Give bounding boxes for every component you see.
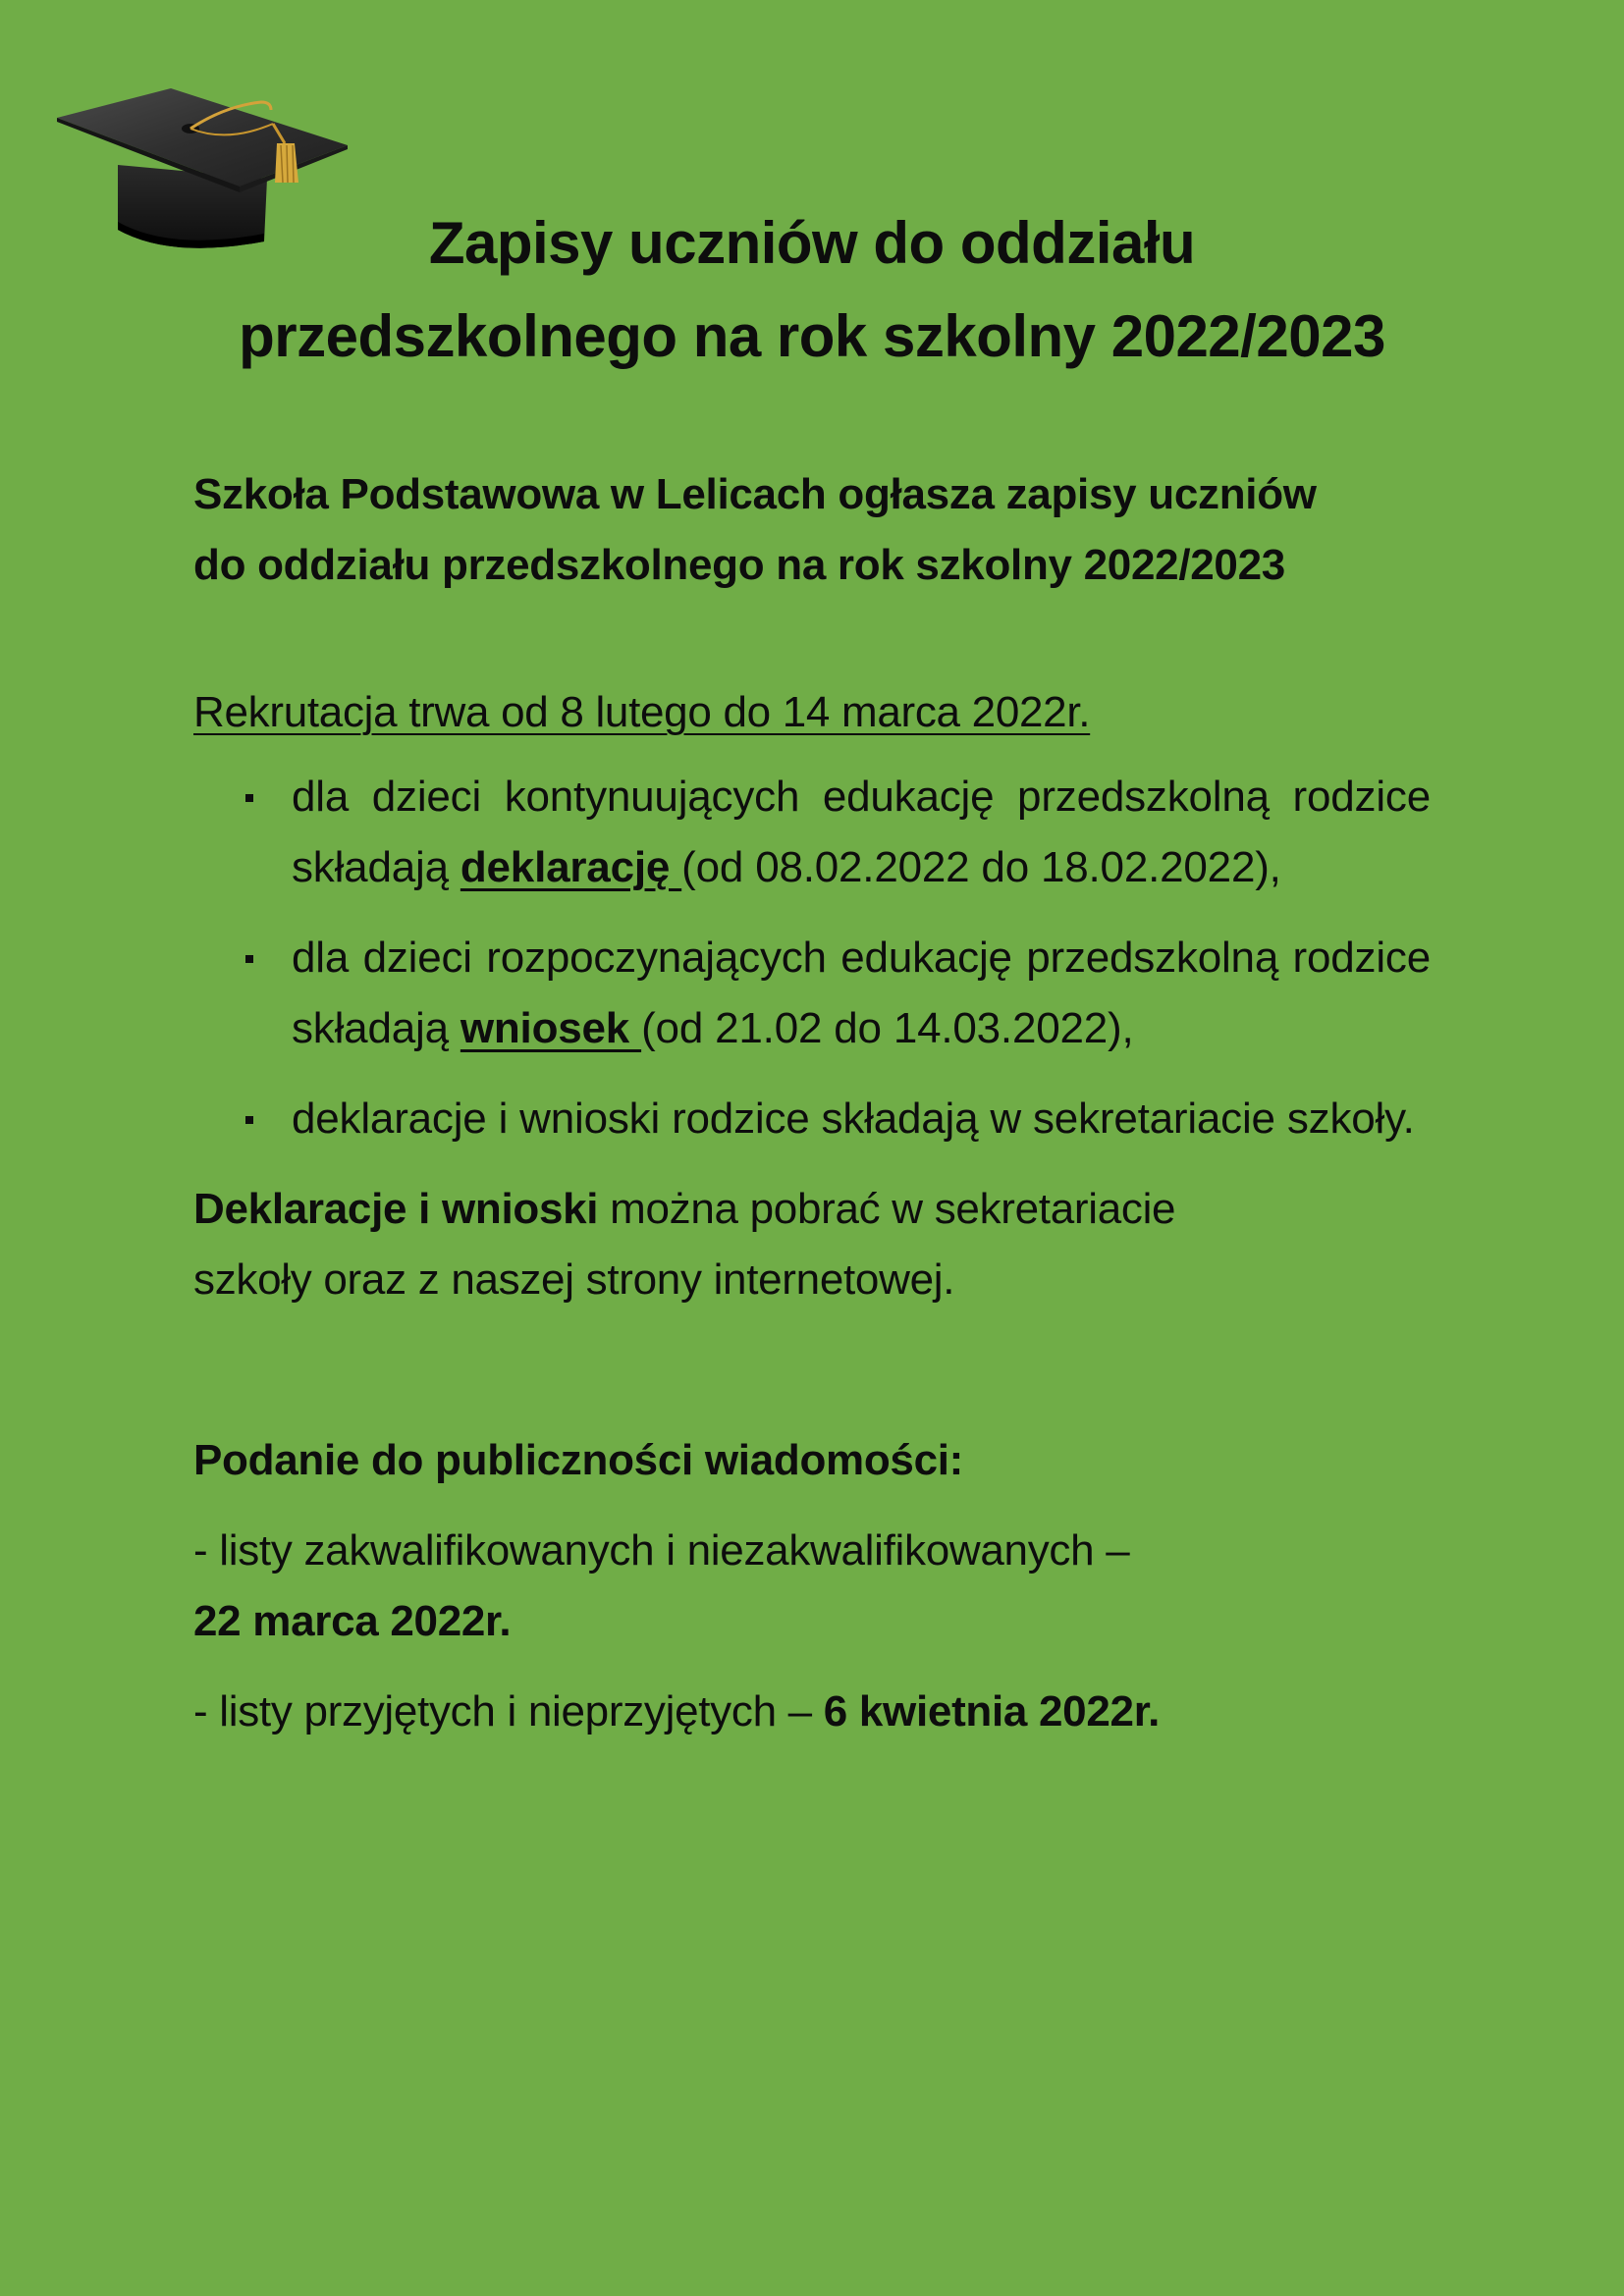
publication-item-date: 6 kwietnia 2022r.: [823, 1687, 1161, 1735]
bullet-square-icon: [245, 1116, 253, 1124]
title-line-2: przedszkolnego na rok szkolny 2022/2023: [239, 303, 1385, 369]
title-line-1: Zapisy uczniów do oddziału: [428, 210, 1196, 276]
publication-heading: Podanie do publiczności wiadomości:: [193, 1436, 964, 1484]
list-item: [193, 923, 1431, 1064]
bullet-square-icon: [245, 955, 253, 963]
recruitment-period: Rekrutacja trwa od 8 lutego do 14 marca 2022r.: [193, 688, 1091, 736]
announcement-body: [193, 459, 1431, 1747]
bullet-text: dla dzieci rozpoczynających edukację przedszkolną rodzice składają: [292, 934, 1431, 1052]
bullet-text: deklaracje i wnioski rodzice składają w sekretariacie szkoły.: [292, 1095, 1415, 1143]
page-title: [177, 196, 1447, 383]
bullet-square-icon: [245, 794, 253, 802]
bullet-dates: (od 21.02 do 14.03.2022),: [641, 1004, 1134, 1052]
download-line-1: można pobrać w sekretariacie: [598, 1185, 1176, 1233]
intro-paragraph: [193, 459, 1431, 601]
publication-item-accepted: [193, 1677, 1431, 1747]
publication-item-text: - listy przyjętych i nieprzyjętych –: [193, 1687, 824, 1735]
publication-item-qualified: [193, 1516, 1431, 1657]
bullet-dates: (od 08.02.2022 do 18.02.2022),: [681, 843, 1281, 891]
intro-line-1: Szkoła Podstawowa w Lelicach ogłasza zapisy uczniów: [193, 470, 1317, 518]
download-line-2: szkoły oraz z naszej strony internetowej.: [193, 1255, 955, 1304]
bullet-keyword: deklarację: [460, 843, 682, 891]
publication-item-text: - listy zakwalifikowanych i niezakwalifikowanych –: [193, 1526, 1130, 1575]
rules-list: [193, 762, 1431, 1154]
intro-line-2: do oddziału przedszkolnego na rok szkolny 2022/2023: [193, 541, 1285, 589]
publication-item-date: 22 marca 2022r.: [193, 1597, 512, 1645]
bullet-keyword: wniosek: [460, 1004, 642, 1052]
list-item: [193, 1084, 1431, 1154]
bullet-text: dla dzieci kontynuujących edukację przedszkolną rodzice składają: [292, 773, 1431, 891]
list-item: [193, 762, 1431, 903]
download-bold: Deklaracje i wnioski: [193, 1185, 599, 1233]
download-info: [193, 1174, 1431, 1315]
